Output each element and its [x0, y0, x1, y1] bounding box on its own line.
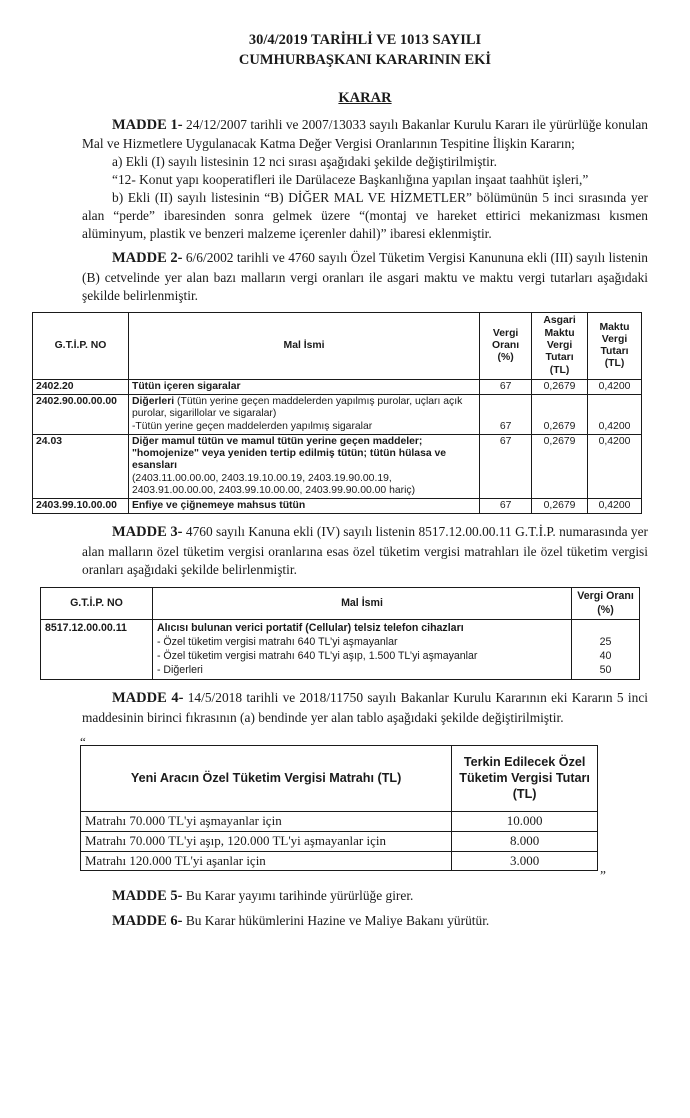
cell-mal-ismi-bold: Diğer mamul tütün ve mamul tütün yerine geçen maddeler; "homojenize" veya yeniden tertip edilmiş tütün; tütün hülasa ve esansları	[131, 435, 447, 472]
cell-asgari: 0,2679	[532, 434, 588, 498]
header-asgari-maktu: Asgari Maktu Vergi Tutarı (TL)	[532, 313, 588, 379]
table-row	[33, 434, 642, 498]
madde-4-paragraph	[82, 689, 648, 726]
madde-4	[80, 689, 648, 884]
madde-5-label: MADDE 5-	[112, 888, 183, 905]
cell-gtip: 2402.90.00.00.00	[33, 395, 129, 435]
madde-1	[82, 116, 648, 243]
list-item: - Özel tüketim vergisi matrahı 640 TL’yi aşıp, 1.500 TL’yi aşmayanlar	[156, 649, 478, 662]
cell-maktu: 0,4200	[588, 434, 642, 498]
madde-4-text: 14/5/2018 tarihli ve 2018/11750 sayılı Bakanlar Kurulu Kararının eki Kararın 5 inci maddesinin birinci fıkrasının (a) bendinde yer alan tablo aşağıdaki şekilde değiştirilmiştir.	[82, 690, 648, 725]
cell-mal-ismi-tail: -Tütün yerine geçen maddelerden yapılmış sigaralar	[131, 420, 373, 432]
header-vergi-orani: Vergi Oranı (%)	[480, 313, 532, 379]
madde-5-text: Bu Karar yayımı tarihinde yürürlüğe girer.	[182, 888, 414, 904]
cell-asgari: 0,2679	[532, 499, 588, 514]
table-row	[41, 620, 640, 680]
cell-oran: 67	[480, 379, 532, 394]
cell-mal-ismi	[152, 620, 571, 680]
header-mal-ismi: Mal İsmi	[128, 313, 479, 379]
header-gtip: G.T.İ.P. NO	[33, 313, 129, 379]
header-mal-ismi: Mal İsmi	[152, 587, 571, 620]
cell-oran	[572, 620, 640, 680]
madde-6-text: Bu Karar hükümlerini Hazine ve Maliye Bakanı yürütür.	[182, 912, 490, 928]
cell-gtip: 24.03	[33, 434, 129, 498]
header-gtip: G.T.İ.P. NO	[41, 587, 153, 620]
cell-mal-ismi-bold: Diğerleri	[131, 396, 175, 408]
quote-open-mark: “	[80, 733, 86, 749]
list-item: - Diğerleri	[156, 663, 203, 676]
cell-oran: 67	[480, 434, 532, 498]
cell-mal-ismi-bold: Tütün içeren sigaralar	[131, 380, 241, 392]
madde-2-label: MADDE 2-	[112, 250, 183, 267]
madde-4-label: MADDE 4-	[112, 690, 184, 707]
cell-mal-ismi	[128, 379, 479, 394]
header-terkin-tutari: Terkin Edilecek Özel Tüketim Vergisi Tutarı (TL)	[452, 745, 598, 811]
cell-oran: 67	[480, 395, 532, 435]
table-row	[33, 379, 642, 394]
cell-oran-value: 50	[599, 663, 612, 676]
quote-close-mark: ”	[600, 868, 606, 884]
cell-oran: 67	[480, 499, 532, 514]
karar-heading: KARAR	[338, 89, 392, 106]
madde-3-paragraph	[82, 523, 648, 578]
madde-1-a: a) Ekli (I) sayılı listesinin 12 nci sırası aşağıdaki şekilde değiştirilmiştir.	[112, 154, 497, 170]
terkin-table	[80, 745, 598, 872]
cell-oran-value: 40	[599, 649, 612, 662]
madde-1-text: 24/12/2007 tarihli ve 2007/13033 sayılı Bakanlar Kurulu Kararı ile yürürlüğe konulan Mal ve Hizmetlere Uygulanacak Katma Değer Vergisi Oranlarının Tespitine İlişkin Kararın;	[82, 117, 648, 152]
cell-tutar: 10.000	[452, 811, 598, 831]
madde-3-text: 4760 sayılı Kanuna ekli (IV) sayılı listenin 8517.12.00.00.11 G.T.İ.P. numarasında yer alan malların özel tüketim vergisi oranlarına esas özel tüketim vergisi matrahları ile özel tüketim vergisi oranları aşağıdaki şekilde belirlenmiştir.	[82, 524, 648, 577]
cell-tutar: 3.000	[452, 851, 598, 871]
table-header-row	[81, 745, 598, 811]
document-title-line2: CUMHURBAŞKANI KARARININ EKİ	[238, 52, 492, 69]
cell-mal-ismi-rest: (Tütün yerine geçen maddelerden yapılmış purolar, uçları açık purolar, sigarillolar ve sigaralar)	[131, 396, 463, 420]
header-vergi-orani: Vergi Oranı (%)	[572, 587, 640, 620]
cell-mal-ismi	[128, 395, 479, 435]
cell-gtip: 2403.99.10.00.00	[33, 499, 129, 514]
madde-2	[36, 249, 648, 514]
table-header-row	[41, 587, 640, 620]
cell-asgari: 0,2679	[532, 379, 588, 394]
cell-tutar: 8.000	[452, 831, 598, 851]
madde-3	[45, 523, 648, 680]
cell-matrah: Matrahı 120.000 TL'yi aşanlar için	[81, 851, 452, 871]
cell-maktu: 0,4200	[588, 395, 642, 435]
table-row	[81, 811, 598, 831]
table-header-row	[33, 313, 642, 379]
table-row	[33, 499, 642, 514]
cell-maktu: 0,4200	[588, 499, 642, 514]
madde-5-paragraph	[82, 887, 648, 906]
cell-mal-ismi-bold: Enfiye ve çiğnemeye mahsus tütün	[131, 500, 306, 512]
cell-oran-value: 25	[599, 636, 612, 649]
header-maktu: Maktu Vergi Tutarı (TL)	[588, 313, 642, 379]
list-item: - Özel tüketim vergisi matrahı 640 TL’yi aşmayanlar	[156, 636, 398, 649]
otv-telefon-table	[40, 587, 640, 681]
otv-tutun-table	[32, 312, 642, 514]
header-matrah: Yeni Aracın Özel Tüketim Vergisi Matrahı (TL)	[81, 745, 452, 811]
cell-maktu: 0,4200	[588, 379, 642, 394]
madde-1-intro	[82, 116, 648, 153]
madde-1-label: MADDE 1-	[112, 117, 183, 134]
table-row	[81, 831, 598, 851]
madde-2-paragraph	[82, 249, 648, 304]
cell-mal-ismi-title: Alıcısı bulunan verici portatif (Cellular) telsiz telefon cihazları	[156, 622, 464, 635]
cell-gtip: 2402.20	[33, 379, 129, 394]
madde-6-paragraph	[82, 912, 648, 931]
cell-asgari: 0,2679	[532, 395, 588, 435]
document-title-line1: 30/4/2019 TARİHLİ VE 1013 SAYILI	[248, 32, 482, 48]
cell-mal-ismi-tail: (2403.11.00.00.00, 2403.19.10.00.19, 2403.19.90.00.19, 2403.91.00.00.00, 2403.99.10.00.00, 2403.99.90.00.00 hariç)	[131, 472, 416, 496]
cell-mal-ismi	[128, 434, 479, 498]
madde-3-label: MADDE 3-	[112, 524, 183, 541]
madde-2-text: 6/6/2002 tarihli ve 4760 sayılı Özel Tüketim Vergisi Kanununa ekli (III) sayılı listenin (B) cetvelinde yer alan bazı malların vergi oranları ile asgari maktu ve maktu vergi tutarları aşağıdaki şekilde belirlenmiştir.	[82, 250, 648, 303]
madde-1-quote: “12- Konut yapı kooperatifleri ile Darülaceze Başkanlığına yapılan inşaat taahhüt işleri,”	[112, 172, 589, 188]
cell-matrah: Matrahı 70.000 TL'yi aşıp, 120.000 TL'yi aşmayanlar için	[81, 831, 452, 851]
table-row	[33, 395, 642, 435]
cell-matrah: Matrahı 70.000 TL'yi aşmayanlar için	[81, 811, 452, 831]
cell-gtip: 8517.12.00.00.11	[41, 620, 153, 680]
madde-6-label: MADDE 6-	[112, 912, 183, 929]
cell-mal-ismi	[128, 499, 479, 514]
madde-1-b: b) Ekli (II) sayılı listesinin “B) DİĞER MAL VE HİZMETLER” bölümünün 5 inci sırasında yer alan “perde” ibaresinden sonra gelmek üzere “(montaj ve hareket ettirici mekanizması kısmen alüminyum, plastik ve benzeri malzeme içerenler dahil)” ibaresi eklenmiştir.	[82, 190, 648, 242]
